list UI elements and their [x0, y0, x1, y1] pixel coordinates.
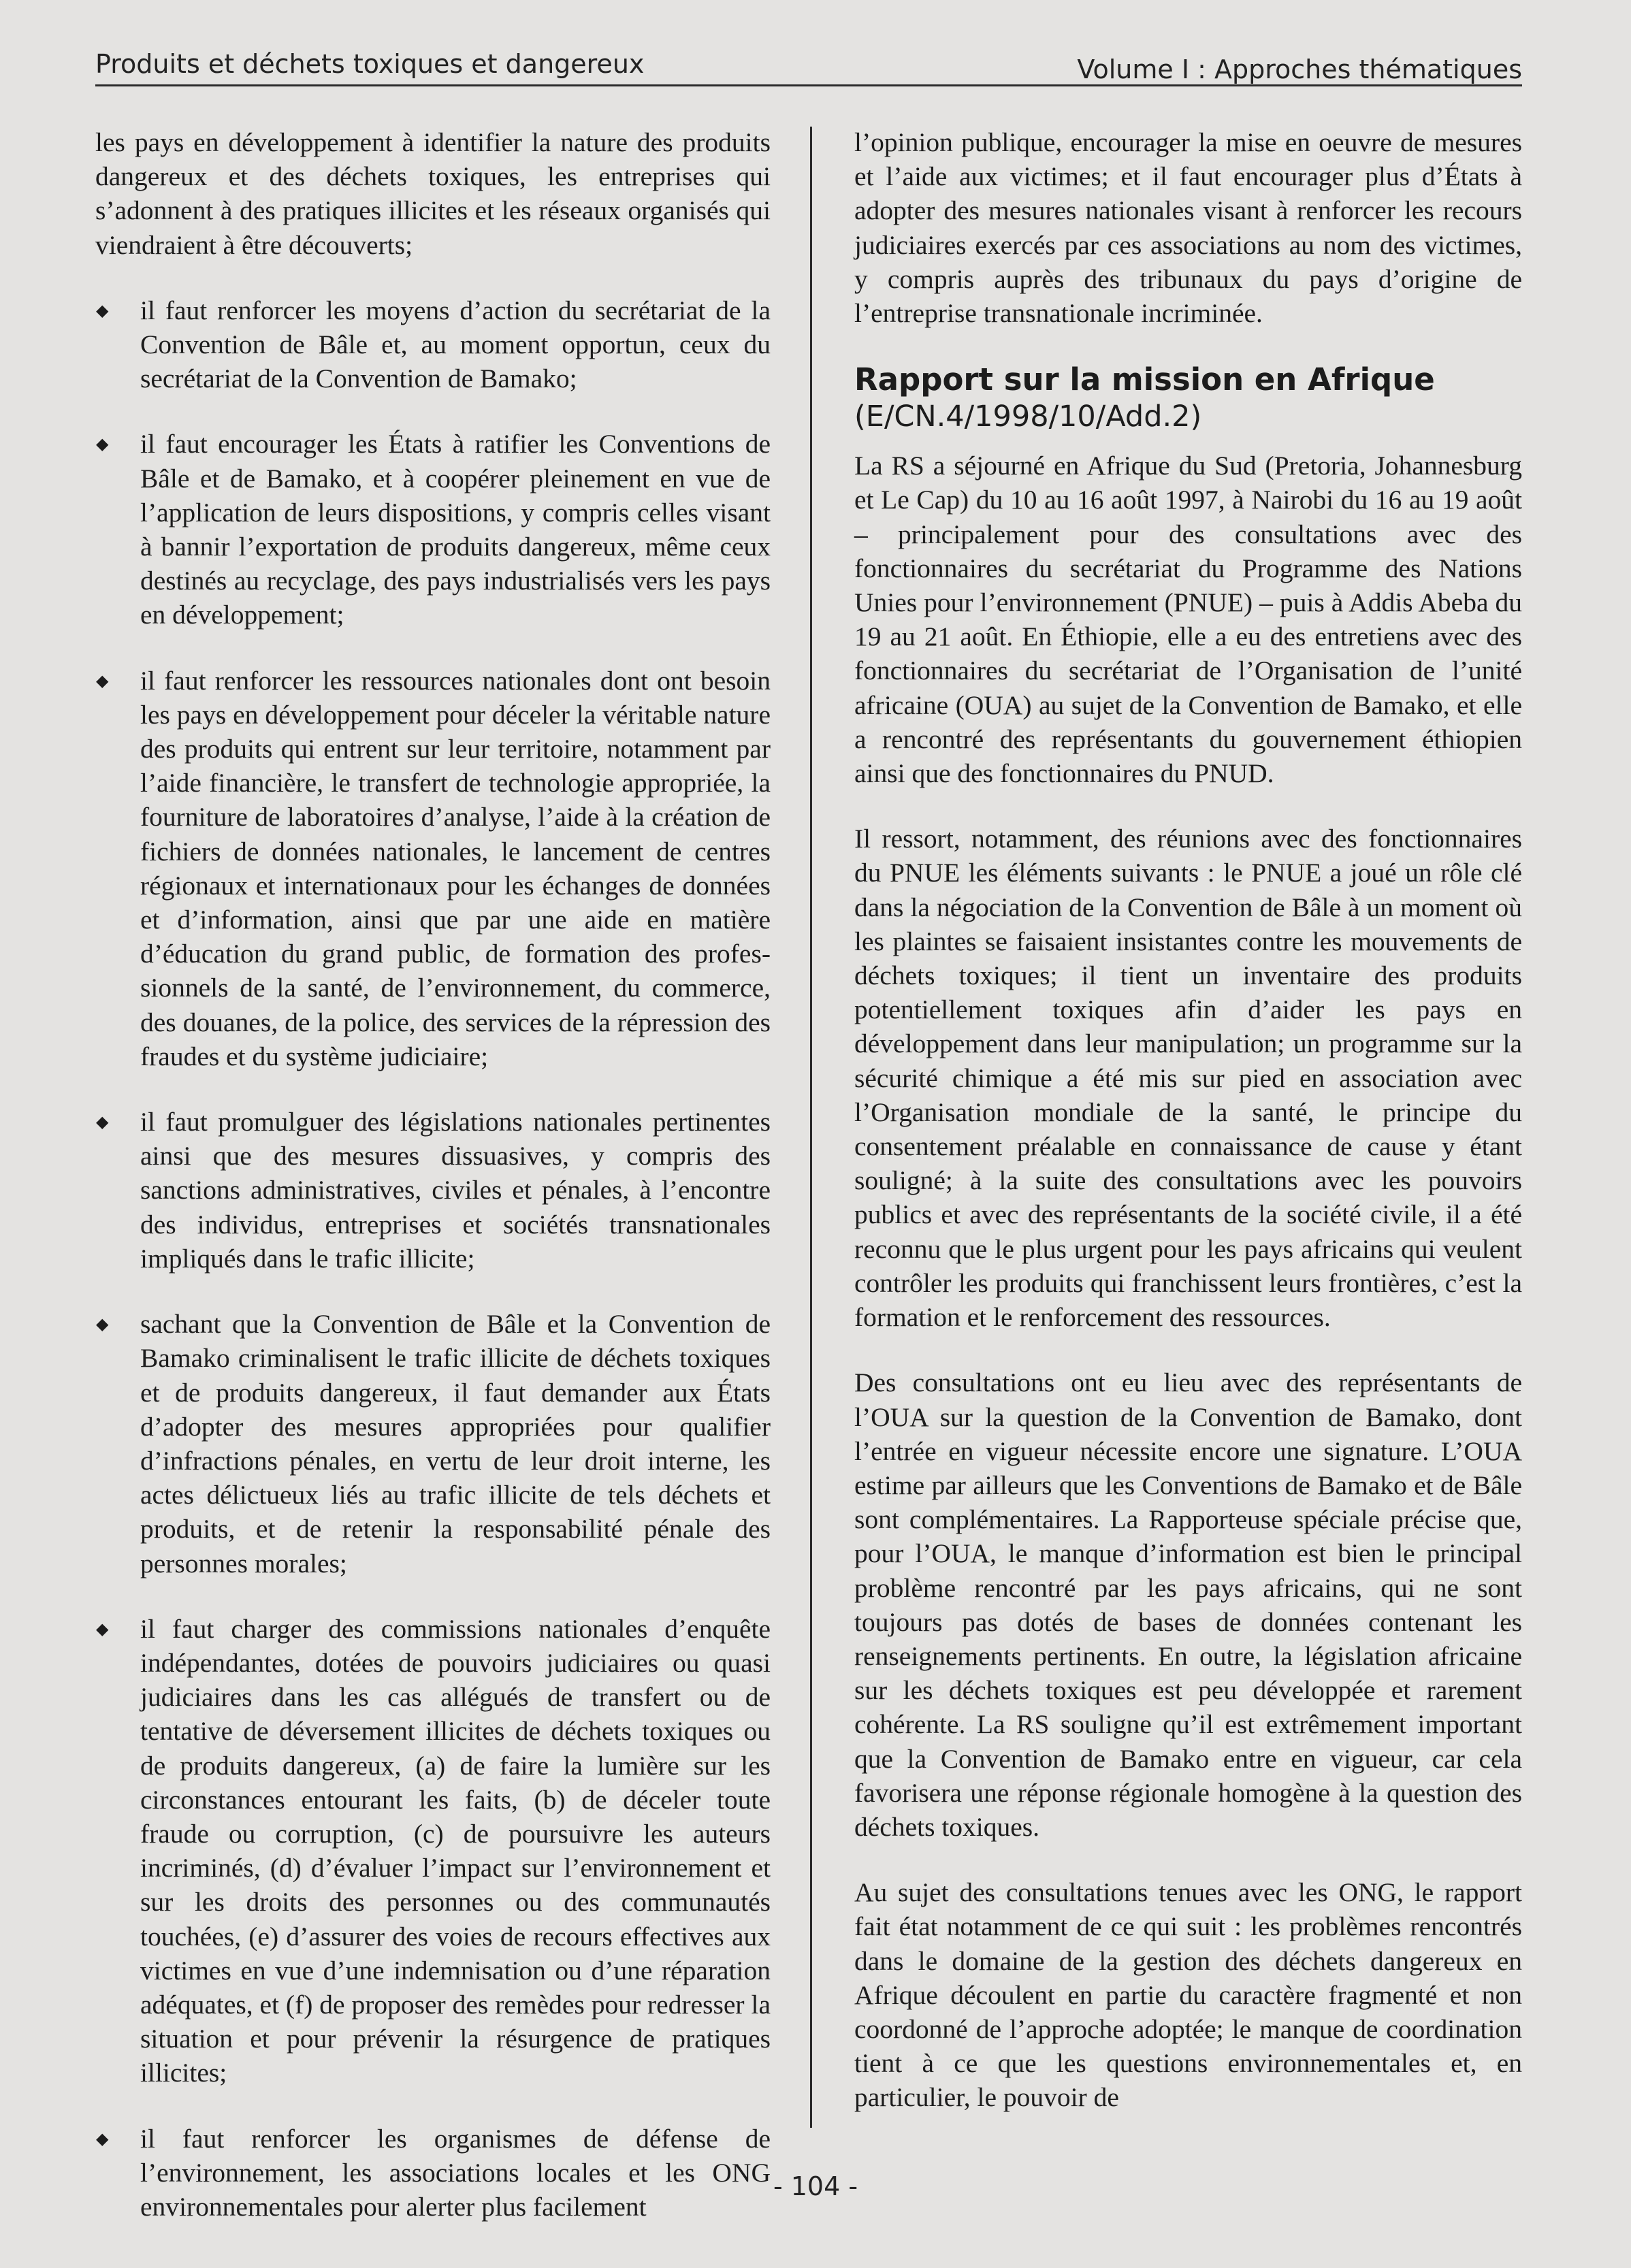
list-item: [95, 1612, 771, 2090]
body-paragraph: Des consultations ont eu lieu avec des représentants de l’OUA sur la question de la Convention de Bamako, dont l’entrée en vigueur nécessite encore une signature. L’OUA estime par ailleurs que les Conventions de Bamako et de Bâle sont complémentaires. La Rapporteuse spéciale précise que, pour l’OUA, le manque d’information est bien le principal problème rencontré par les pays africains, qui ne sont toujours pas dotés de bases de données contenant les renseignements pertinents. En outre, la législation africaine sur les déchets toxiques est peu développée et rarement cohérente. La RS souligne qu’il est extrêmement important que la Convention de Bamako entre en vigueur, car cela favorisera une réponse régionale homogène à la question des déchets toxiques.: [854, 1367, 1522, 1842]
section-heading: [854, 361, 1522, 435]
list-item: [95, 664, 771, 1073]
diamond-bullet-icon: ◆: [96, 2128, 109, 2148]
diamond-bullet-icon: ◆: [96, 300, 109, 320]
page-number: - 104 -: [773, 2171, 858, 2201]
diamond-bullet-icon: ◆: [96, 434, 109, 454]
recommendation-list: [95, 293, 771, 2224]
diamond-bullet-icon: ◆: [96, 1314, 109, 1334]
section-heading-document-code: (E/CN.4/1998/10/Add.2): [854, 400, 1202, 434]
right-column: [854, 125, 1522, 2146]
left-column: [95, 125, 771, 2224]
list-item-text: il faut charger des commissions nationales d’enquête indépendantes, dotées de pouvoirs judiciaires ou quasi judiciaires dans les cas allégués de transfert ou de tentative de déversement illicites de déchets toxiques ou de produits dangereux, (a) de faire la lumière sur les circonstances entourant les faits, (b) de déceler toute fraude ou corruption, (c) de poursuivre les auteurs incriminés, (d) d’évaluer l’impact sur l’environnement et sur les droits des personnes ou des communautés touchées, (e) d’assurer des voies de recours effectives aux victimes en vue d’une indemnisation ou d’une réparation adéquates, et (f) de proposer des remèdes pour redresser la situation et pour prévenir la résurgence de pratiques illicites;: [140, 1613, 771, 2088]
list-item: [95, 1307, 771, 1581]
header-volume-title: Volume I : Approches thématiques: [1077, 54, 1522, 84]
list-item: [95, 1105, 771, 1276]
column-divider: [810, 127, 812, 2128]
diamond-bullet-icon: ◆: [96, 1619, 109, 1638]
section-heading-title: Rapport sur la mission en Afrique: [854, 361, 1435, 398]
body-paragraph: Au sujet des consultations tenues avec les ONG, le rapport fait état notamment de ce qui suit : les problèmes rencontrés dans le domaine de la gestion des déchets dangereux en Afrique découlent en partie du caractère fragmenté et non coordonné de l’approche adoptée; le manque de coordination tient à ce que les questions environnementales et, en particulier, le pouvoir de: [854, 1877, 1522, 2113]
diamond-bullet-icon: ◆: [96, 1112, 109, 1132]
diamond-bullet-icon: ◆: [96, 670, 109, 690]
header-publication-title: Produits et déchets toxiques et dangereux: [95, 49, 645, 79]
list-item-text: il faut promulguer des législations nationales pertinentes ainsi que des mesures dissuasives, y compris des sanctions administratives, civiles et pénales, à l’encontre des individus, entreprises et sociétés transnationales impliqués dans le trafic illicite;: [140, 1107, 771, 1274]
list-item: [95, 427, 771, 632]
list-item-text: il faut renforcer les organismes de défense de l’environnement, les associations locales et les ONG environnementales pour alerter plus facilement: [140, 2123, 771, 2222]
list-item-text: il faut renforcer les ressources nationales dont ont besoin les pays en développement pour déceler la véritable nature des produits qui entrent sur leur territoire, notamment par l’aide financière, le transfert de technologie appropriée, la fourniture de laboratoires d’analyse, l’aide à la création de fichiers de données nationales, le lancement de centres régionaux et internationaux pour les échanges de données et d’information, ainsi que par une aide en matière d’éducation du grand public, de formation des professionnels de la santé, de l’environnement, du commerce, des douanes, de la police, des services de la répression des fraudes et du système judiciaire;: [140, 665, 771, 1071]
running-header: [95, 42, 1522, 86]
list-item-text: sachant que la Convention de Bâle et la Convention de Bamako criminalisent le trafic illicite de déchets toxiques et de produits dangereux, il faut demander aux États d’adopter des mesures appropriées pour qualifier d’infractions pénales, en vertu de leur droit interne, les actes délictueux liés au trafic illicite de tels déchets et produits, et de retenir la responsabilité pénale des personnes morales;: [140, 1309, 771, 1578]
list-item-text: il faut encourager les États à ratifier les Conventions de Bâle et de Bamako, et à coopérer pleinement en vue de l’application de leurs dispositions, y compris celles visant à bannir l’exportation de produits dangereux, même ceux destinés au recyclage, des pays industrialisés vers les pays en développement;: [140, 429, 771, 630]
list-item: [95, 293, 771, 396]
left-intro-paragraph: les pays en développement à identifier la nature des produits dangereux et des déchets toxiques, les entreprises qui s’adonnent à des pratiques illicites et les réseaux organisés qui viendraient à être découverts;: [95, 127, 771, 260]
body-paragraph: La RS a séjourné en Afrique du Sud (Pretoria, Johannesburg et Le Cap) du 10 au 16 août 1997, à Nairobi du 16 au 19 août – principalement pour des consultations avec des fonctionnaires du secrétariat du Programme des Nations Unies pour l’environnement (PNUE) – puis à Addis Abeba du 19 au 21 août. En Éthiopie, elle a eu des entretiens avec des fonctionnaires du secrétariat de l’Organisation de l’unité africaine (OUA) au sujet de la Convention de Bamako, et elle a rencontré des représentants du gouvernement éthiopien ainsi que des fonctionnaires du PNUD.: [854, 451, 1522, 789]
list-item-text: il faut renforcer les moyens d’action du secrétariat de la Convention de Bâle et, au moment opportun, ceux du secrétariat de la Convention de Bamako;: [140, 295, 771, 394]
body-paragraph: Il ressort, notamment, des réunions avec des fonctionnaires du PNUE les éléments suivants : le PNUE a joué un rôle clé dans la négociation de la Convention de Bâle à un moment où les plaintes se faisaient insistantes contre les mouvements de déchets toxiques; il tient un inventaire des produits potentiellement toxiques afin d’aider les pays en développement dans leur manipulation; un programme sur la sécurité chimique a été mis sur pied en association avec l’Organisation mondiale de la santé, le principe du consentement préalable en connaissance de cause y étant souligné; à la suite des consultations avec les pouvoirs publics et avec des représentants de la société civile, il a été reconnu que le plus urgent pour les pays africains qui veulent contrôler les produits qui franchissent leurs frontières, c’est la formation et le renforcement des ressources.: [854, 824, 1522, 1333]
right-continuation-paragraph: l’opinion publique, encourager la mise en oeuvre de mesures et l’aide aux victimes; et il faut encourager plus d’États à adopter des mesures nationales visant à renforcer les recours judiciaires exercés par ces associations au nom des victimes, y compris auprès des tribunaux du pays d’origine de l’entreprise transnationale incriminée.: [854, 127, 1522, 329]
